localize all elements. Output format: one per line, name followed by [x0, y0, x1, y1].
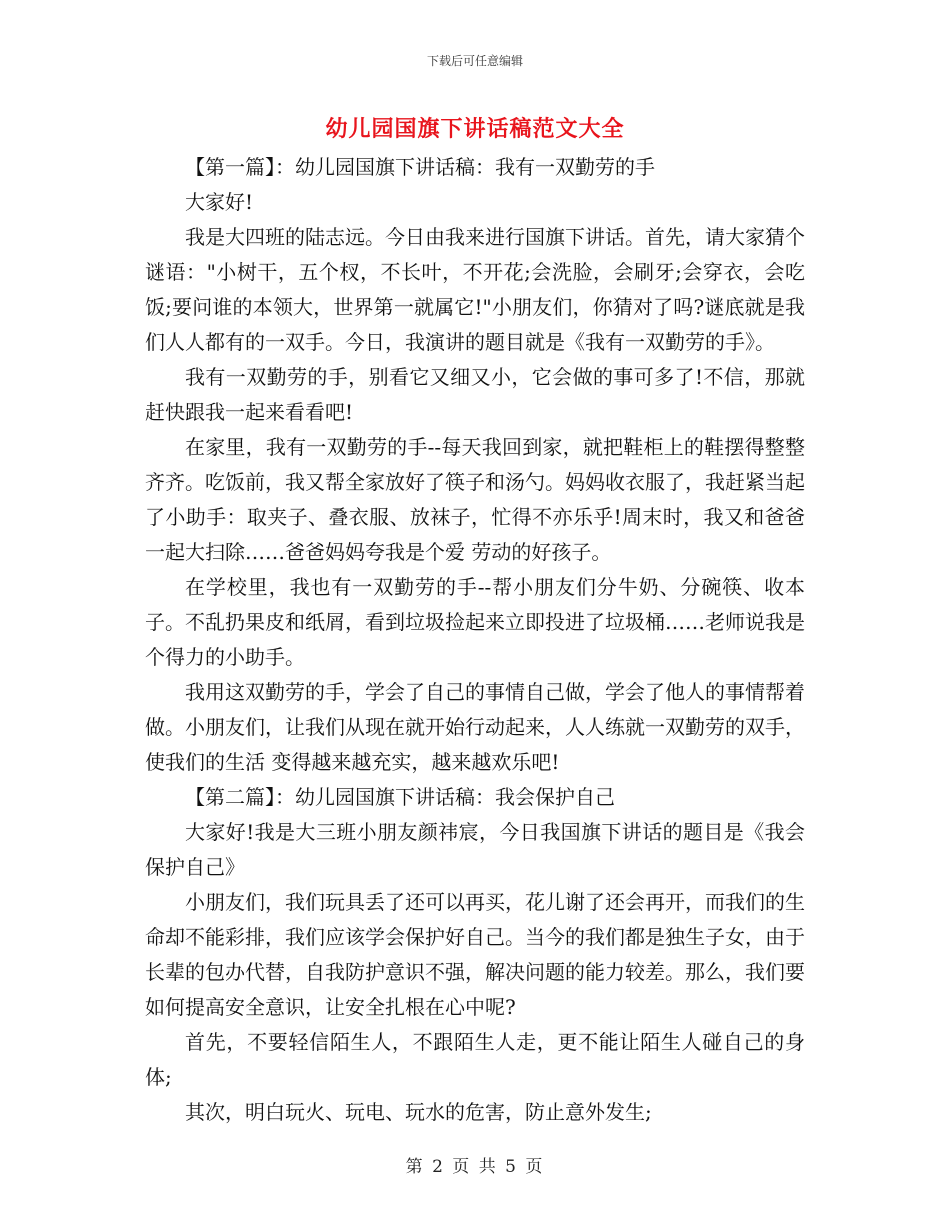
page-number-footer: 第 2 页 共 5 页: [405, 1157, 545, 1177]
paragraph: 大家好!我是大三班小朋友颜祎宸，今日我国旗下讲话的题目是《我会保护自己》: [145, 820, 805, 879]
paragraph: 在学校里，我也有一双勤劳的手--帮小朋友们分牛奶、分碗筷、收本子。不乱扔果皮和纸屑，看到垃圾捡起来立即投进了垃圾桶……老师说我是个得力的小助手。: [145, 575, 805, 669]
document-body: [145, 150, 805, 1130]
paragraph: 我有一双勤劳的手，别看它又细又小，它会做的事可多了!不信，那就赶快跟我一起来看看吧!: [145, 365, 805, 424]
paragraph: 我是大四班的陆志远。今日由我来进行国旗下讲话。首先，请大家猜个谜语："小树干，五个杈，不长叶，不开花;会洗脸，会刷牙;会穿衣，会吃饭;要问谁的本领大，世界第一就属它!"小朋友们，你猜对了吗?谜底就是我们人人都有的一双手。今日，我演讲的题目就是《我有一双勤劳的手》。: [145, 225, 805, 354]
paragraph: 在家里，我有一双勤劳的手--每天我回到家，就把鞋柜上的鞋摆得整整齐齐。吃饭前，我又帮全家放好了筷子和汤勺。妈妈收衣服了，我赶紧当起了小助手：取夹子、叠衣服、放袜子，忙得不亦乐乎!周末时，我又和爸爸一起大扫除……爸爸妈妈夸我是个爱 劳动的好孩子。: [145, 435, 805, 564]
header-note: 下载后可任意编辑: [426, 54, 523, 68]
paragraph: 小朋友们，我们玩具丢了还可以再买，花儿谢了还会再开，而我们的生命却不能彩排，我们应该学会保护好自己。当今的我们都是独生子女，由于长辈的包办代替，自我防护意识不强，解决问题的能力较差。那么，我们要如何提高安全意识，让安全扎根在心中呢?: [145, 890, 805, 1019]
paragraph: 【第二篇】：幼儿园国旗下讲话稿：我会保护自己: [185, 785, 615, 809]
paragraph: 大家好!: [185, 190, 254, 214]
paragraph: 我用这双勤劳的手，学会了自己的事情自己做，学会了他人的事情帮着做。小朋友们，让我们从现在就开始行动起来，人人练就一双勤劳的双手，使我们的生活 变得越来越充实，越来越欢乐吧!: [145, 680, 805, 774]
paragraph: 【第一篇】：幼儿园国旗下讲话稿：我有一双勤劳的手: [185, 155, 655, 179]
paragraph: 首先，不要轻信陌生人，不跟陌生人走，更不能让陌生人碰自己的身体;: [145, 1030, 805, 1089]
document-title: 幼儿园国旗下讲话稿范文大全: [325, 117, 625, 142]
paragraph: 其次，明白玩火、玩电、玩水的危害，防止意外发生;: [185, 1100, 652, 1124]
